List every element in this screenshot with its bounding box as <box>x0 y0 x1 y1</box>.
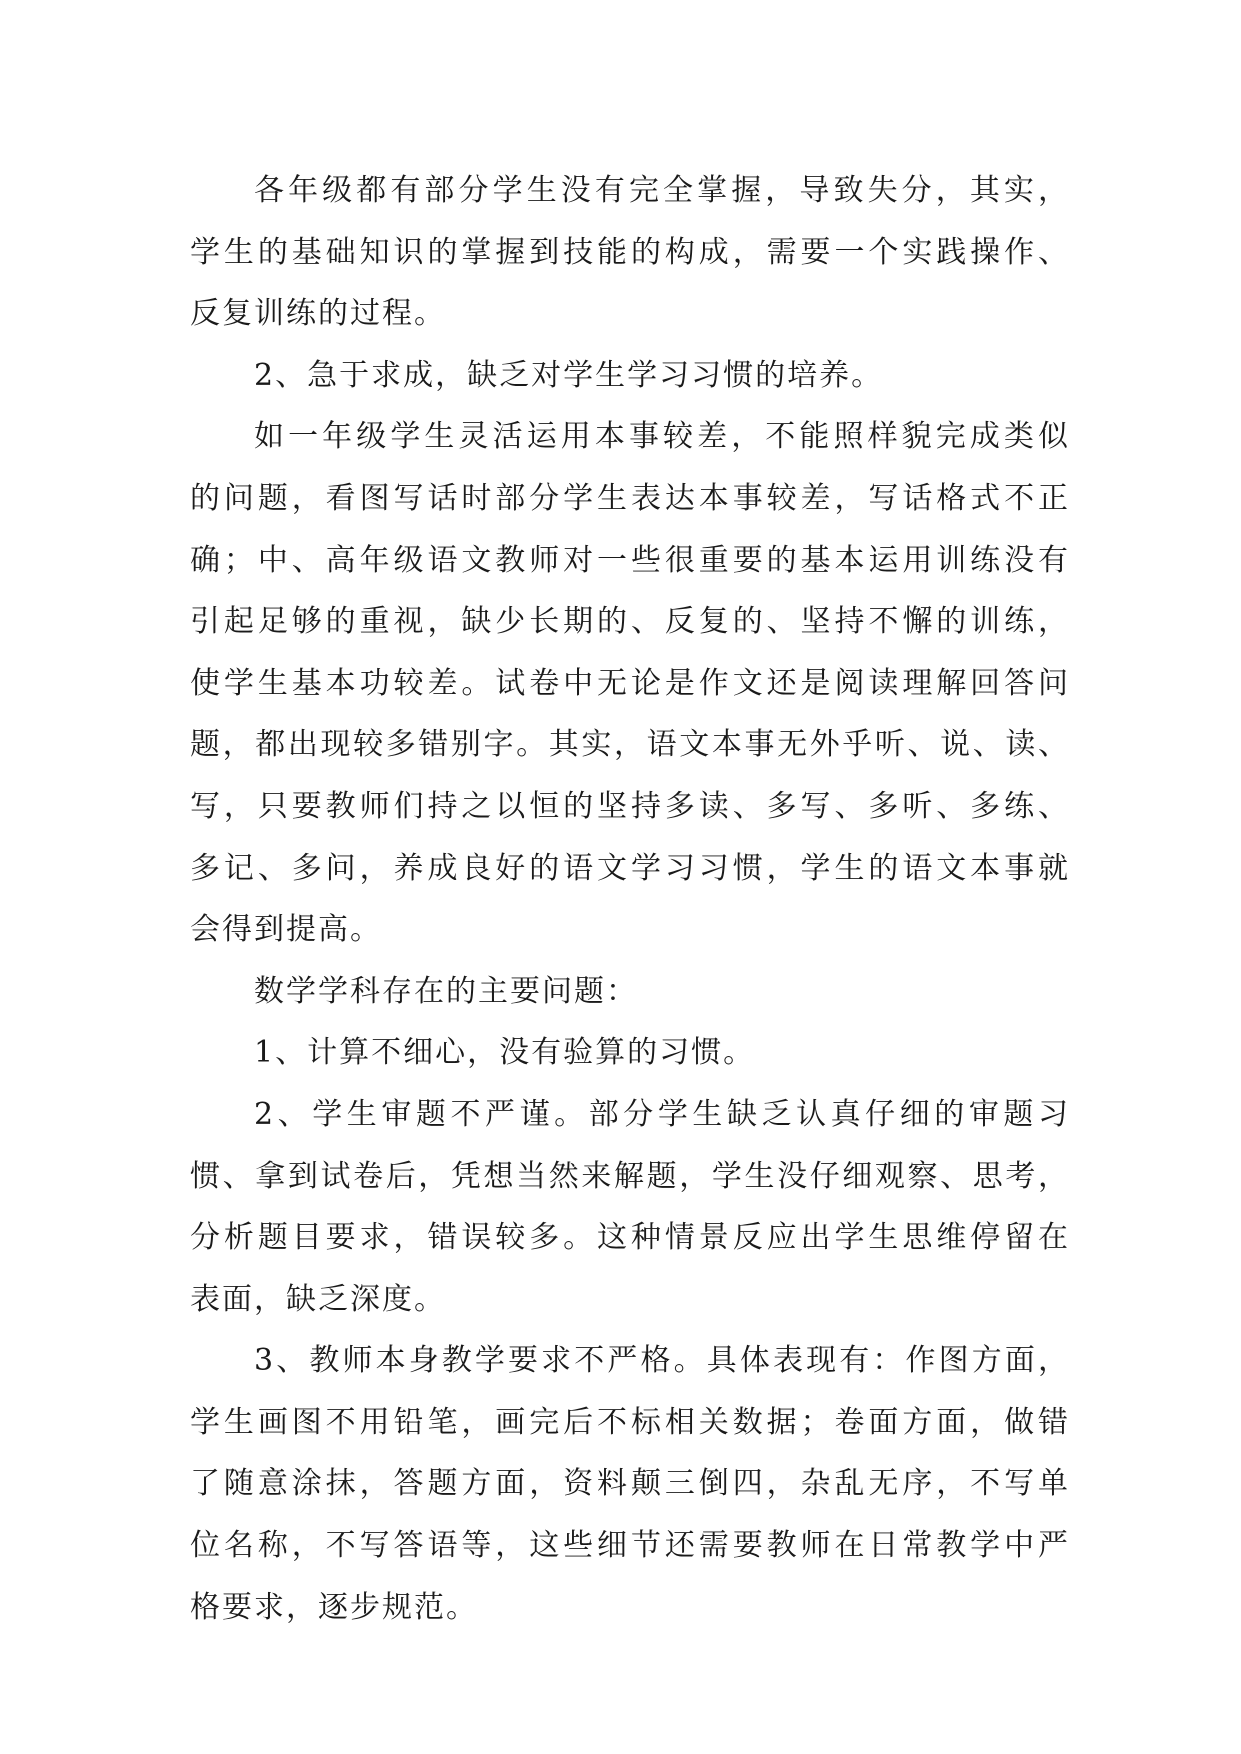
text-line: 格要求，逐步规范。 <box>190 1589 478 1625</box>
text-line: 2、急于求成，缺乏对学生学习习惯的培养。 <box>254 357 884 393</box>
text-line: 各年级都有部分学生没有完全掌握，导致失分，其实， <box>254 173 1070 208</box>
text-line: 1、计算不细心，没有验算的习惯。 <box>254 1035 756 1071</box>
text-line: 学生的基础知识的掌握到技能的构成，需要一个实践操作、 <box>190 234 1070 270</box>
text-line: 如一年级学生灵活运用本事较差，不能照样貌完成类似 <box>254 419 1070 455</box>
text-line: 多记、多问，养成良好的语文学习习惯，学生的语文本事就 <box>190 850 1070 886</box>
text-line: 分析题目要求，错误较多。这种情景反应出学生思维停留在 <box>190 1220 1070 1256</box>
text-line: 题，都出现较多错别字。其实，语文本事无外乎听、说、读、 <box>190 727 1070 763</box>
text-line: 的问题，看图写话时部分学生表达本事较差，写话格式不正 <box>190 480 1070 516</box>
text-line: 使学生基本功较差。试卷中无论是作文还是阅读理解回答问 <box>190 665 1070 701</box>
text-line: 数学学科存在的主要问题： <box>254 973 638 1009</box>
text-line: 表面，缺乏深度。 <box>190 1281 446 1317</box>
text-line: 确；中、高年级语文教师对一些很重要的基本运用训练没有 <box>190 542 1070 578</box>
text-line: 惯、拿到试卷后，凭想当然来解题，学生没仔细观察、思考， <box>190 1158 1070 1194</box>
text-line: 会得到提高。 <box>190 912 382 948</box>
text-line: 3、教师本身教学要求不严格。具体表现有：作图方面， <box>254 1343 1070 1379</box>
text-line: 2、学生审题不严谨。部分学生缺乏认真仔细的审题习 <box>254 1096 1070 1132</box>
text-line: 学生画图不用铅笔，画完后不标相关数据；卷面方面，做错 <box>190 1404 1070 1440</box>
document-body <box>190 160 1070 1638</box>
text-line: 位名称，不写答语等，这些细节还需要教师在日常教学中严 <box>190 1528 1070 1564</box>
text-line: 反复训练的过程。 <box>190 296 446 332</box>
text-line: 引起足够的重视，缺少长期的、反复的、坚持不懈的训练， <box>190 604 1070 640</box>
text-line: 写，只要教师们持之以恒的坚持多读、多写、多听、多练、 <box>190 788 1070 824</box>
text-line: 了随意涂抹，答题方面，资料颠三倒四，杂乱无序，不写单 <box>190 1466 1070 1502</box>
